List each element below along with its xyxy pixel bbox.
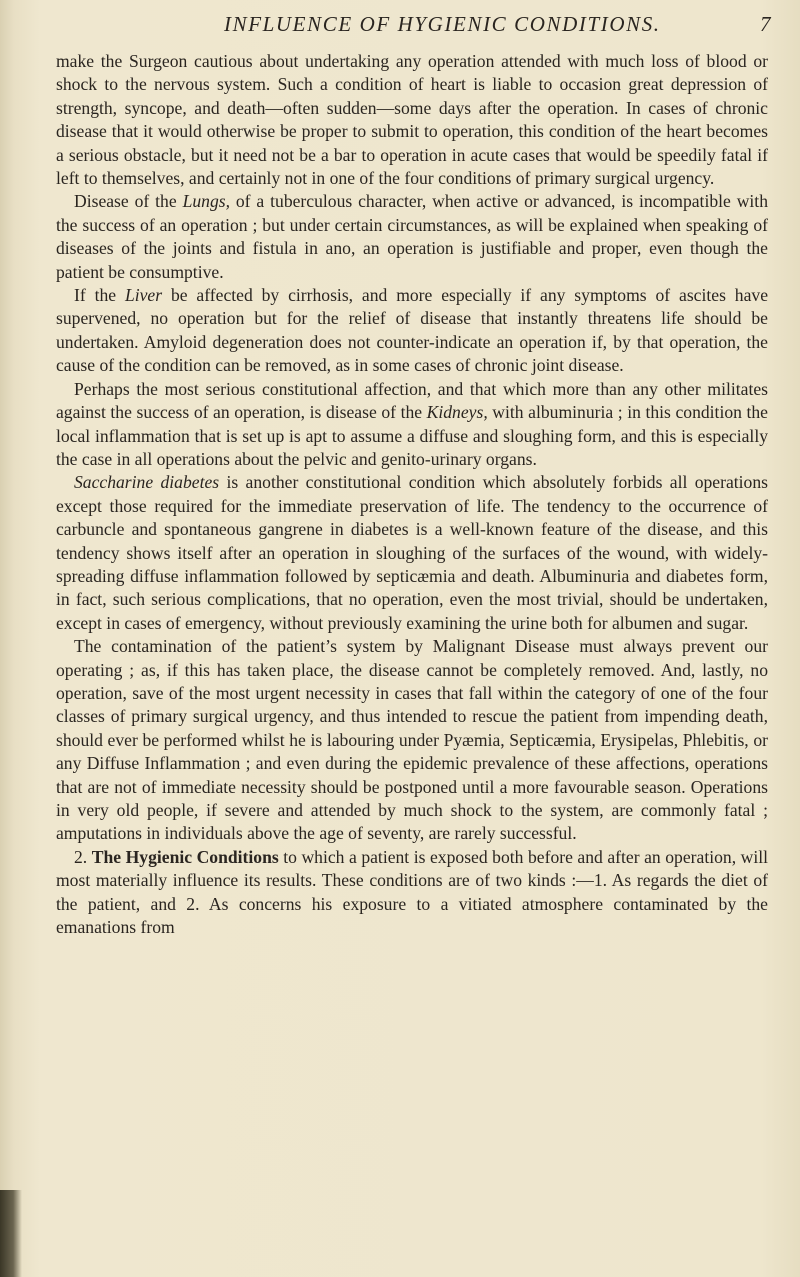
paragraph	[56, 50, 768, 190]
italic-term: Saccharine diabetes	[74, 472, 220, 493]
page-header	[0, 12, 800, 42]
bold-heading: The Hygienic Conditions	[91, 846, 279, 867]
text-run: with albuminuria ; in this condition the local inflammation that is set up is apt to assume a diffuse and sloughing form, and this is especially the case in all operations about the pelvic and genito-urinary organs.	[56, 402, 768, 469]
paragraph	[56, 284, 768, 378]
text-run: is another constitutional condition which absolutely forbids all operations except those required for the immediate preservation of life. The tendency to the occurrence of carbuncle and spontaneous gangrene in diabetes is a well-known feature of the disease, and this tendency shows itself after an operation in sloughing of the surfaces of the wound, with widely-spreading diffuse inflammation followed by septicæmia and death. Albuminuria and diabetes form, in fact, such serious complications, that no operation, even the most trivial, should be undertaken, except in cases of emergency, without previously examining the urine both for albumen and sugar.	[56, 472, 768, 633]
paragraph	[56, 635, 768, 846]
text-run: 2.	[74, 846, 92, 867]
italic-term: Kidneys,	[426, 402, 488, 423]
text-run: Disease of the	[74, 191, 183, 212]
page-edge-shadow	[0, 1190, 22, 1277]
paragraph	[56, 846, 768, 940]
italic-term: Lungs,	[182, 191, 230, 212]
text-run: The contamination of the patient’s system by Malignant Disease must always prevent our operating ; as, if this has taken place, the disease cannot be completely removed. And, lastly, no operation, save of the most urgent necessity in cases that fall within the category of one of the four classes of primary surgical urgency, and thus intended to rescue the patient from impending death, should ever be performed whilst he is labouring under Pyæmia, Septicæmia, Erysipelas, Phlebitis, or any Diffuse Inflammation ; and even during the epidemic prevalence of these affections, operations that are not of immediate necessity should be postponed until a more favourable season. Operations in very old people, if severe and attended by much shock to the system, are commonly fatal ; amputations in individuals above the age of seventy, are rarely successful.	[56, 636, 768, 844]
running-title: INFLUENCE OF HYGIENIC CONDITIONS.	[224, 12, 661, 36]
text-run: If the	[74, 285, 125, 306]
paragraph	[56, 471, 768, 635]
text-run: of a tuberculous character, when active or advanced, is incompatible with the success of an operation ; but under certain circumstances, as will be explained when speaking of diseases of the joints and fistula in ano, an operation is justifiable and proper, even though the patient be consumptive.	[56, 191, 768, 282]
text-run: make the Surgeon cautious about undertaking any operation attended with much loss of blood or shock to the nervous system. Such a condition of heart is liable to occasion great depression of strength, syncope, and death—often sudden—some days after the operation. In cases of chronic disease that it would otherwise be proper to submit to operation, this condition of the heart becomes a serious obstacle, but it need not be a bar to operation in acute cases that would be speedily fatal if left to themselves, and certainly not in one of the four conditions of primary surgical urgency.	[56, 51, 768, 189]
italic-term: Liver	[124, 285, 163, 306]
page-number: 7	[760, 12, 771, 36]
paragraph	[56, 378, 768, 472]
paragraph	[56, 190, 768, 284]
text-run: be affected by cirrhosis, and more especially if any symptoms of ascites have supervened, no operation but for the relief of disease that instantly threatens life should be undertaken. Amyloid degeneration does not counter-indicate an operation if, by that operation, the cause of the condition can be removed, as in some cases of chronic joint disease.	[56, 285, 768, 376]
text-run: to which a patient is exposed both before and after an operation, will most materially influence its results. These conditions are of two kinds :—1. As regards the diet of the patient, and 2. As concerns his exposure to a vitiated atmosphere contaminated by the emanations from	[56, 846, 768, 938]
text-run: Perhaps the most serious constitutional affection, and that which more than any other militates against the success of an operation, is disease of the	[56, 378, 768, 423]
body-text	[56, 50, 768, 939]
